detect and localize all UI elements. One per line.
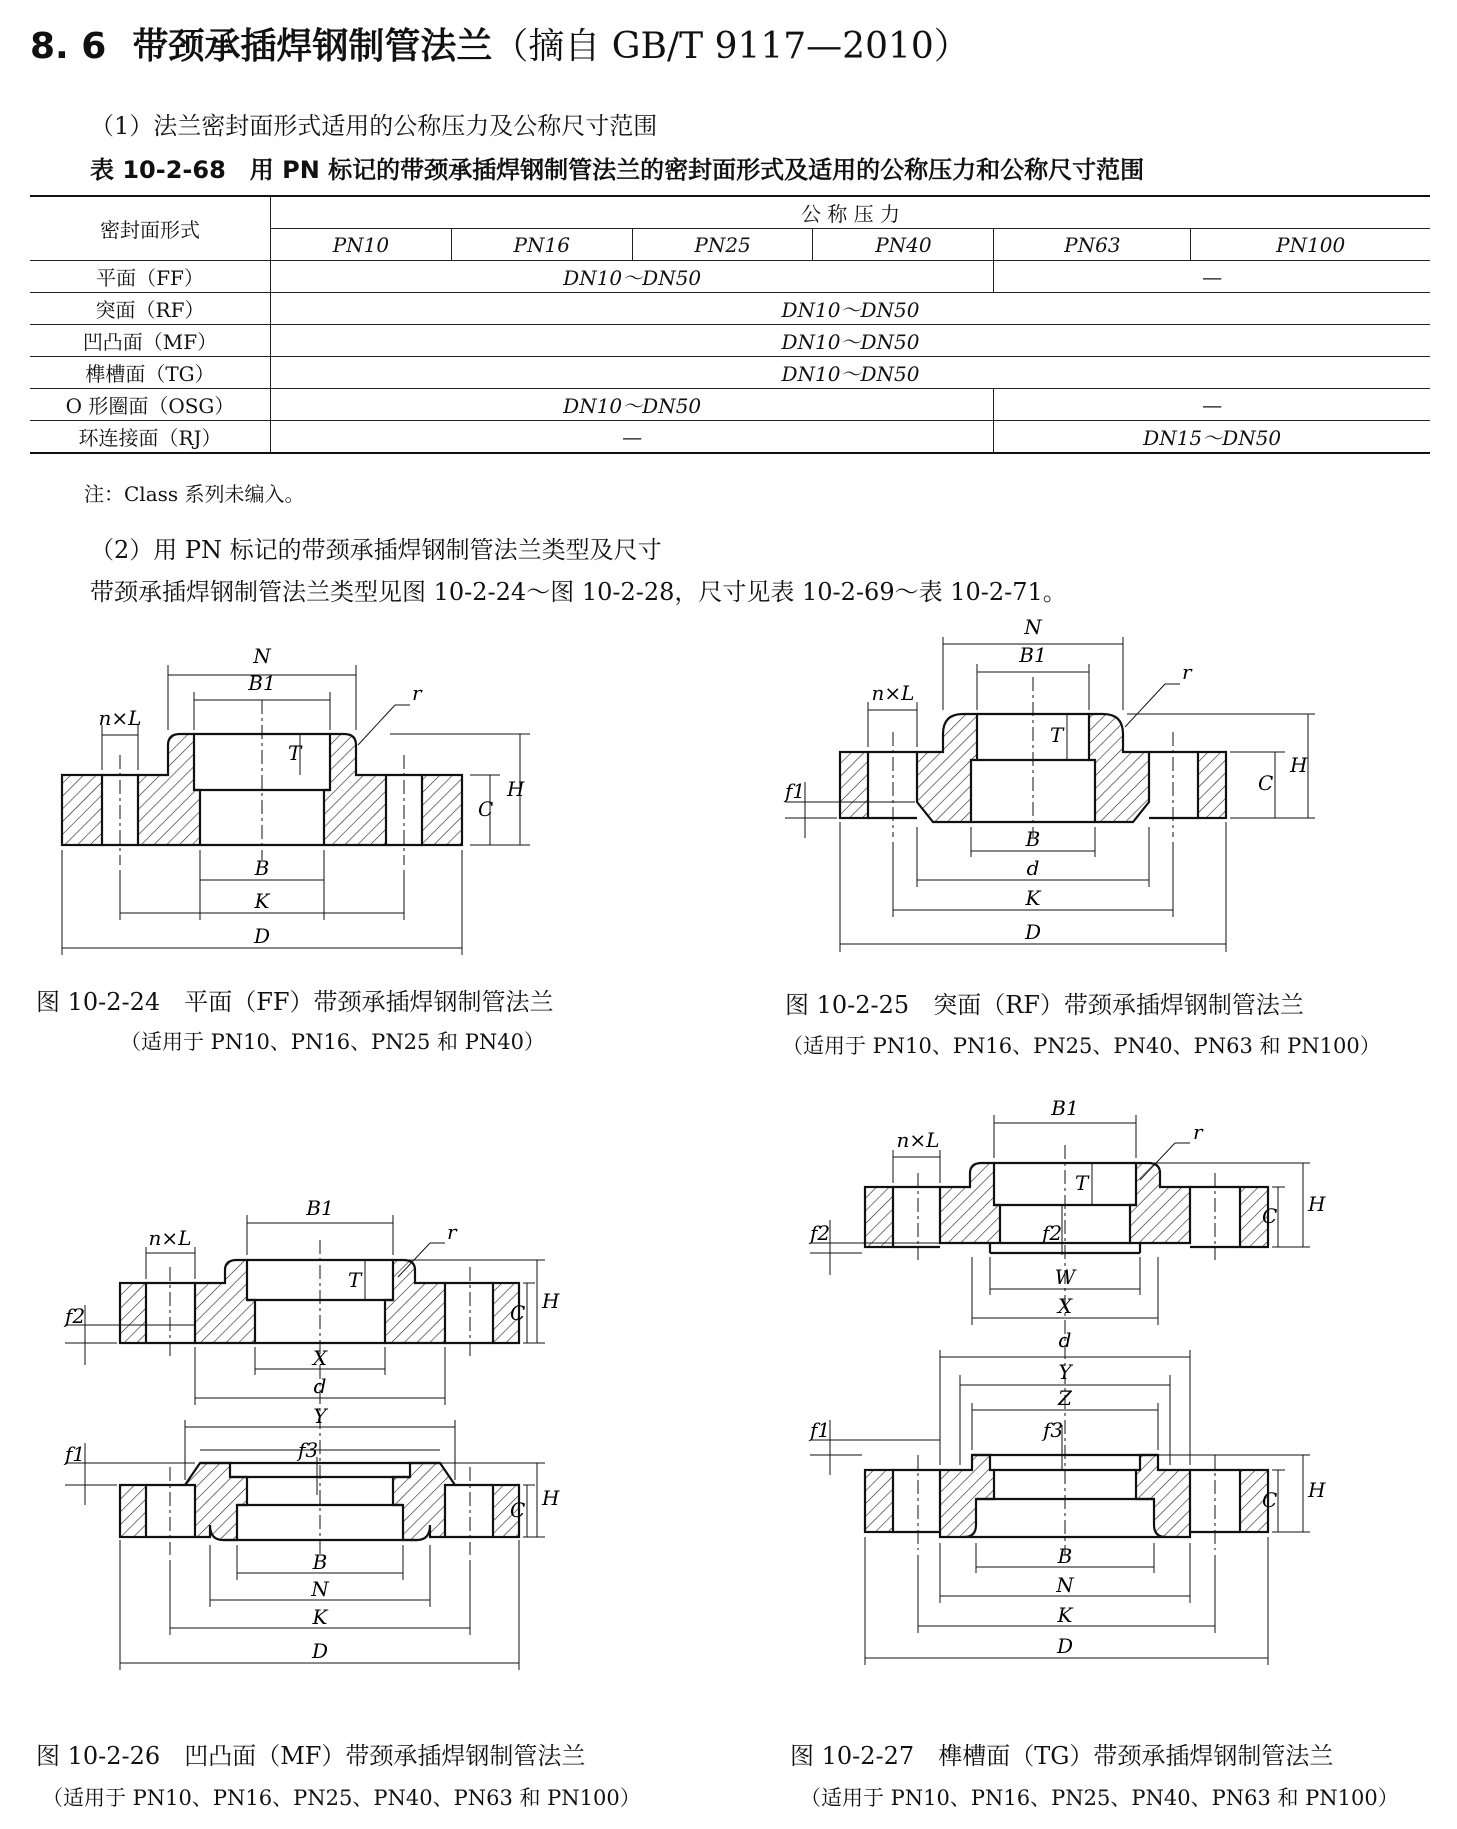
dim-H: H	[1308, 1192, 1326, 1216]
dim-H: H	[1308, 1478, 1326, 1502]
dim-N: N	[1024, 615, 1042, 639]
range-cell: —	[271, 421, 994, 454]
range-cell: DN15～DN50	[994, 421, 1430, 454]
dim-D: D	[1024, 920, 1042, 944]
dim-f1: f1	[810, 1418, 831, 1442]
header-pressure: PN16	[451, 229, 632, 261]
dim-D: D	[253, 924, 271, 948]
dim-K: K	[254, 889, 270, 913]
section-title	[30, 18, 970, 69]
figure-caption: 图 10-2-25 突面（RF）带颈承插焊钢制管法兰	[785, 991, 1304, 1019]
dim-B: B	[312, 1550, 328, 1574]
part2-text: 带颈承插焊钢制管法兰类型见图 10-2-24～图 10-2-28，尺寸见表 10-2-69～表 10-2-71。	[90, 578, 1067, 606]
dim-B: B	[254, 856, 270, 880]
dim-f3: f3	[1043, 1418, 1064, 1442]
figure-mf-drawing	[55, 1195, 635, 1735]
section-title-text: 带颈承插焊钢制管法兰	[132, 26, 493, 67]
dim-B1: B1	[1051, 1096, 1079, 1120]
figure-ff-drawing	[50, 630, 610, 975]
part1-heading: （1）法兰密封面形式适用的公称压力及公称尺寸范围	[90, 112, 658, 140]
table-row	[30, 293, 1430, 325]
dim-nL: n×L	[871, 681, 915, 705]
dim-f1: f1	[65, 1442, 86, 1466]
dim-T: T	[348, 1268, 362, 1292]
figure-rf-drawing	[775, 612, 1415, 972]
dim-C: C	[1258, 771, 1274, 795]
dim-nL: n×L	[98, 706, 142, 730]
dim-X: X	[312, 1346, 328, 1370]
dim-W: W	[1054, 1265, 1076, 1289]
figure-subcaption: （适用于 PN10、PN16、PN25、PN40、PN63 和 PN100）	[42, 1786, 641, 1810]
header-pressure: PN25	[632, 229, 813, 261]
dim-D: D	[1056, 1634, 1074, 1658]
header-pressure-group: 公 称 压 力	[271, 196, 1431, 229]
figure-subcaption: （适用于 PN10、PN16、PN25、PN40、PN63 和 PN100）	[782, 1034, 1381, 1058]
dim-N: N	[1056, 1573, 1074, 1597]
section-number: 8. 6	[30, 26, 107, 67]
dim-H: H	[542, 1486, 560, 1510]
dim-H: H	[507, 777, 525, 801]
dim-f3: f3	[298, 1438, 319, 1462]
dim-f1: f1	[785, 779, 806, 803]
face-cell: 平面（FF）	[30, 261, 271, 293]
dim-r: r	[1182, 660, 1192, 684]
dim-B1: B1	[248, 671, 276, 695]
dim-Y: Y	[1058, 1360, 1072, 1384]
dim-nL: n×L	[896, 1128, 940, 1152]
figure-caption: 图 10-2-24 平面（FF）带颈承插焊钢制管法兰	[36, 988, 554, 1016]
header-pressure: PN100	[1191, 229, 1430, 261]
range-cell: DN10～DN50	[271, 325, 1431, 357]
face-cell: 环连接面（RJ）	[30, 421, 271, 454]
table-row	[30, 357, 1430, 389]
dim-d: d	[1026, 856, 1040, 880]
dim-f2: f2	[65, 1304, 86, 1328]
header-face-type: 密封面形式	[30, 196, 271, 261]
table-caption: 表 10-2-68 用 PN 标记的带颈承插焊钢制管法兰的密封面形式及适用的公称压力和公称尺寸范围	[90, 156, 1145, 184]
dim-d: d	[313, 1374, 327, 1398]
dim-X: X	[1057, 1294, 1073, 1318]
pressure-range-table	[30, 195, 1430, 454]
figure-tg-drawing	[800, 1085, 1420, 1725]
face-cell: 突面（RF）	[30, 293, 271, 325]
part2-heading: （2）用 PN 标记的带颈承插焊钢制管法兰类型及尺寸	[90, 536, 662, 564]
dim-B1: B1	[1019, 643, 1047, 667]
header-pressure: PN40	[813, 229, 994, 261]
dim-T: T	[1075, 1171, 1089, 1195]
dim-C: C	[1262, 1488, 1278, 1512]
dim-r: r	[412, 681, 422, 705]
dim-Z: Z	[1058, 1386, 1072, 1410]
face-cell: 榫槽面（TG）	[30, 357, 271, 389]
section-source: （摘自 GB/T 9117—2010）	[492, 26, 970, 67]
dim-H: H	[1290, 753, 1308, 777]
dim-B1: B1	[306, 1196, 334, 1220]
dim-K: K	[1057, 1603, 1073, 1627]
dim-d: d	[1058, 1328, 1072, 1352]
range-cell: —	[994, 389, 1430, 421]
table-row	[30, 325, 1430, 357]
dim-B: B	[1057, 1544, 1073, 1568]
dim-T: T	[288, 741, 302, 765]
dim-r: r	[447, 1220, 457, 1244]
dim-K: K	[312, 1605, 328, 1629]
dim-f2: f2	[810, 1221, 831, 1245]
dim-T: T	[1050, 723, 1064, 747]
table-note: 注：Class 系列未编入。	[84, 482, 305, 506]
dim-H: H	[542, 1289, 560, 1313]
table-row	[30, 389, 1430, 421]
dim-D: D	[311, 1639, 329, 1663]
header-pressure: PN63	[994, 229, 1191, 261]
dim-f2: f2	[1042, 1221, 1063, 1245]
dim-Y: Y	[313, 1404, 327, 1428]
dim-C: C	[1262, 1204, 1278, 1228]
range-cell: DN10～DN50	[271, 357, 1431, 389]
range-cell: DN10～DN50	[271, 293, 1431, 325]
figure-caption: 图 10-2-26 凹凸面（MF）带颈承插焊钢制管法兰	[36, 1742, 586, 1770]
table-row	[30, 261, 1430, 293]
range-cell: DN10～DN50	[271, 389, 994, 421]
range-cell: DN10～DN50	[271, 261, 994, 293]
range-cell: —	[994, 261, 1430, 293]
dim-K: K	[1025, 886, 1041, 910]
dim-B: B	[1025, 827, 1041, 851]
dim-N: N	[311, 1577, 329, 1601]
face-cell: 凹凸面（MF）	[30, 325, 271, 357]
table-row	[30, 421, 1430, 454]
dim-nL: n×L	[148, 1226, 192, 1250]
figure-subcaption: （适用于 PN10、PN16、PN25、PN40、PN63 和 PN100）	[800, 1786, 1399, 1810]
figure-caption: 图 10-2-27 榫槽面（TG）带颈承插焊钢制管法兰	[790, 1742, 1334, 1770]
dim-C: C	[510, 1301, 526, 1325]
dim-N: N	[253, 644, 271, 668]
header-pressure: PN10	[271, 229, 452, 261]
dim-r: r	[1193, 1120, 1203, 1144]
figure-subcaption: （适用于 PN10、PN16、PN25 和 PN40）	[120, 1030, 545, 1054]
dim-C: C	[510, 1498, 526, 1522]
face-cell: O 形圈面（OSG）	[30, 389, 271, 421]
dim-C: C	[478, 797, 494, 821]
